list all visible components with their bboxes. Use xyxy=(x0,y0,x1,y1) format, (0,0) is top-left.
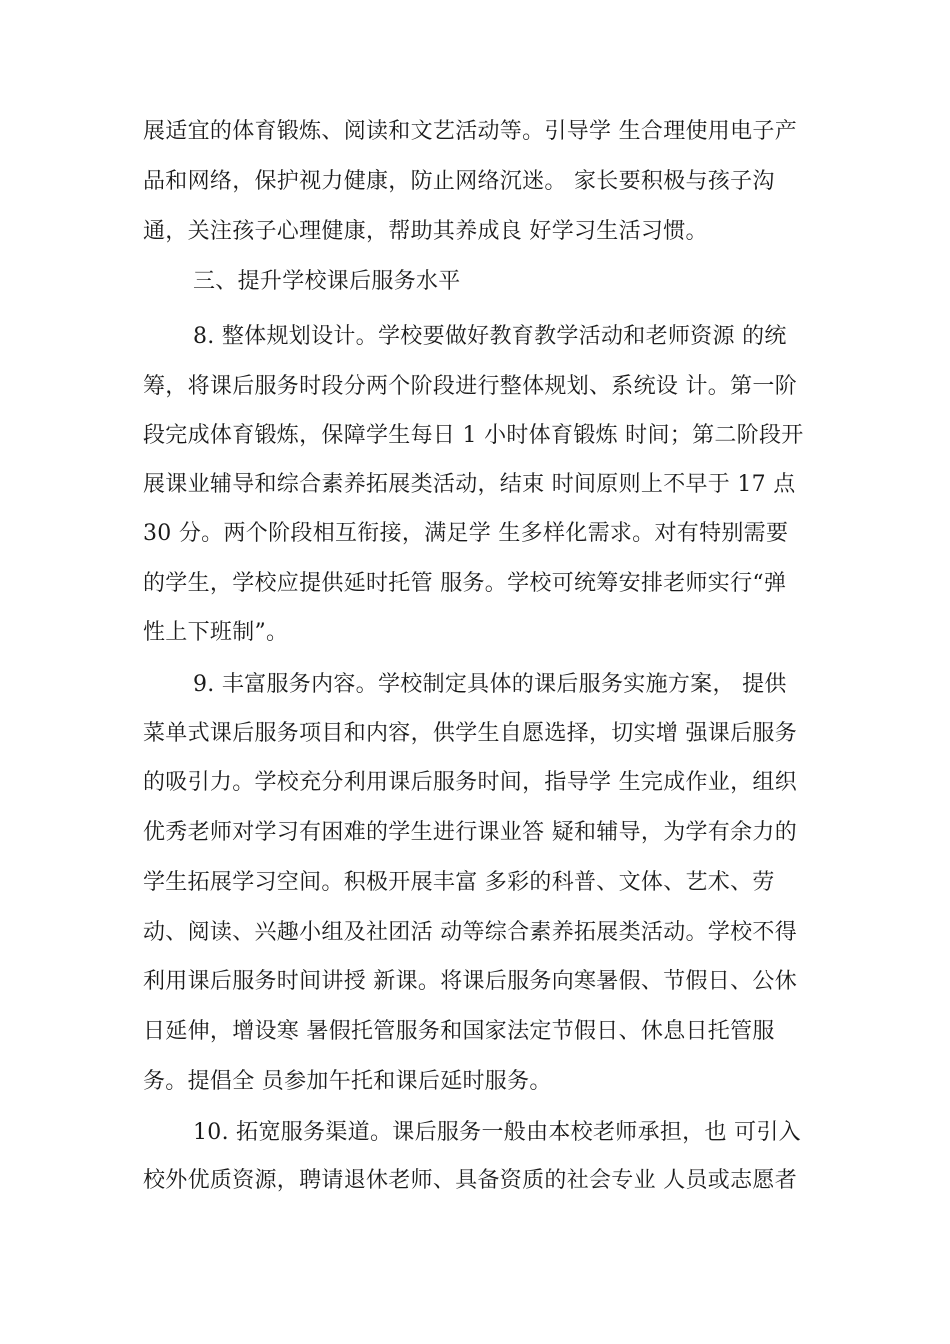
paragraph-first-line: 10. 拓宽服务渠道。课后服务一般由本校老师承担，也 可引入 xyxy=(193,1120,801,1145)
body-text-line: 的学生，学校应提供延时托管 服务。学校可统筹安排老师实行“弹 xyxy=(143,571,787,596)
body-text-line: 利用课后服务时间讲授 新课。将课后服务向寒暑假、节假日、公休 xyxy=(143,969,797,994)
body-text-line: 品和网络，保护视力健康，防止网络沉迷。 家长要积极与孩子沟 xyxy=(143,169,775,194)
paragraph-first-line: 9. 丰富服务内容。学校制定具体的课后服务实施方案， 提供 xyxy=(193,672,787,697)
body-text-line: 展课业辅导和综合素养拓展类活动，结束 时间原则上不早于 17 点 xyxy=(143,472,796,497)
body-text-line: 日延伸，增设寒 暑假托管服务和国家法定节假日、休息日托管服 xyxy=(143,1019,775,1044)
body-text-line: 校外优质资源，聘请退休老师、具备资质的社会专业 人员或志愿者 xyxy=(143,1168,797,1193)
body-text-line: 展适宜的体育锻炼、阅读和文艺活动等。引导学 生合理使用电子产 xyxy=(143,119,797,144)
body-text-line: 的吸引力。学校充分利用课后服务时间，指导学 生完成作业，组织 xyxy=(143,770,797,795)
body-text-line: 务。提倡全 员参加午托和课后延时服务。 xyxy=(143,1069,552,1094)
body-text-line: 学生拓展学习空间。积极开展丰富 多彩的科普、文体、艺术、劳 xyxy=(143,870,775,895)
body-text-line: 性上下班制”。 xyxy=(143,620,289,645)
paragraph-first-line: 8. 整体规划设计。学校要做好教育教学活动和老师资源 的统 xyxy=(193,324,787,349)
body-text-line: 菜单式课后服务项目和内容，供学生自愿选择，切实增 强课后服务 xyxy=(143,721,797,746)
section-heading: 三、提升学校课后服务水平 xyxy=(193,269,461,294)
body-text-line: 动、阅读、兴趣小组及社团活 动等综合素养拓展类活动。学校不得 xyxy=(143,920,797,945)
body-text-line: 段完成体育锻炼，保障学生每日 1 小时体育锻炼 时间；第二阶段开 xyxy=(143,423,804,448)
body-text-line: 30 分。两个阶段相互衔接，满足学 生多样化需求。对有特别需要 xyxy=(143,521,789,546)
body-text-line: 优秀老师对学习有困难的学生进行课业答 疑和辅导，为学有余力的 xyxy=(143,820,797,845)
body-text-line: 通，关注孩子心理健康，帮助其养成良 好学习生活习惯。 xyxy=(143,219,708,244)
body-text-line: 筹，将课后服务时段分两个阶段进行整体规划、系统设 计。第一阶 xyxy=(143,374,797,399)
